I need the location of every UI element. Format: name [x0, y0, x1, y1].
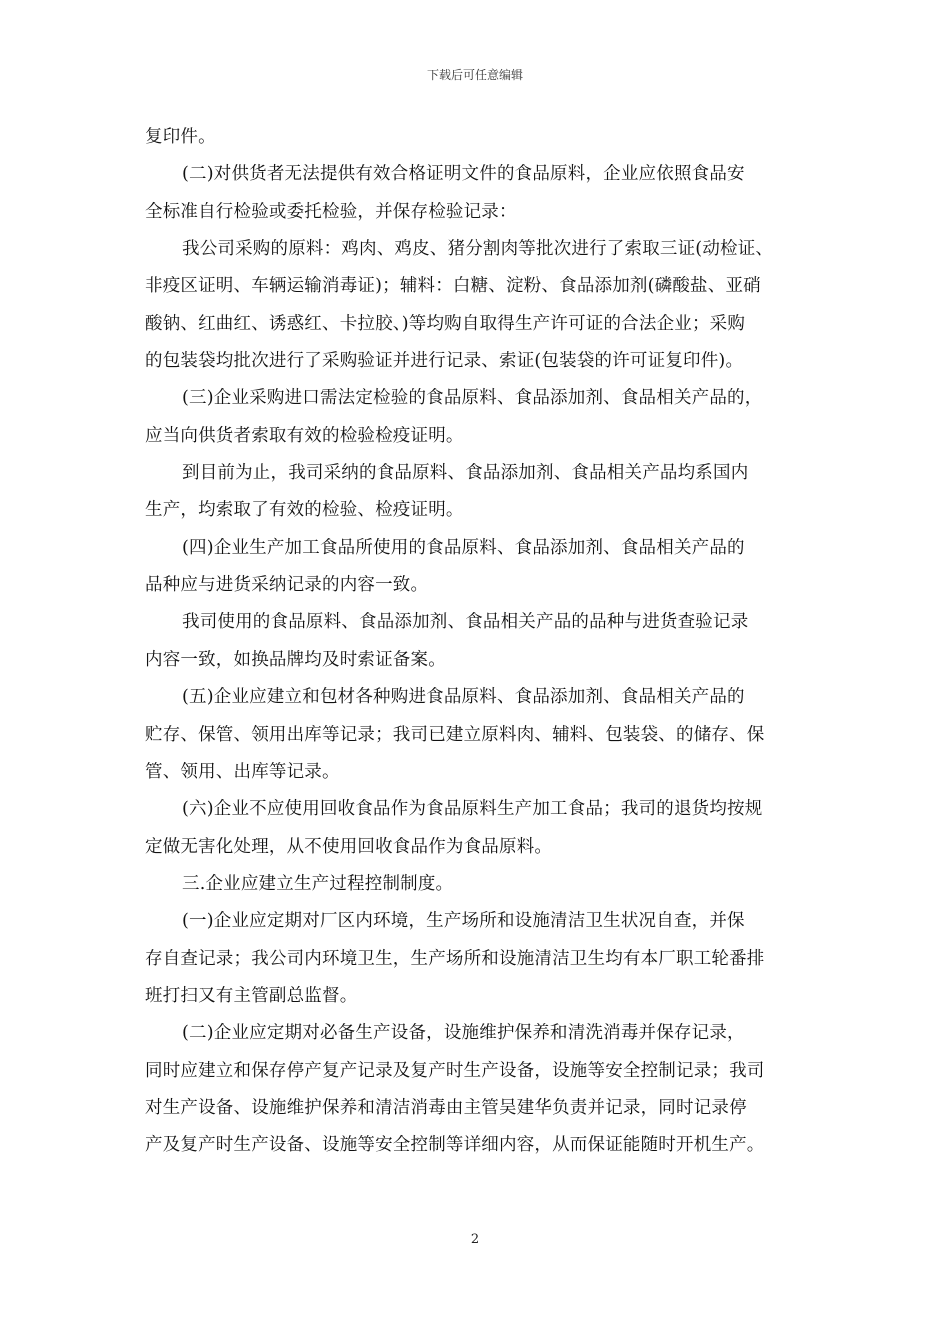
body-text-line: 定做无害化处理，从不使用回收食品作为食品原料。 [145, 836, 553, 857]
body-text-line: 应当向供货者索取有效的检验检疫证明。 [145, 425, 464, 446]
body-text-line: 管、领用、出库等记录。 [145, 761, 340, 782]
body-text-line: 到目前为止，我司采纳的食品原料、食品添加剂、食品相关产品均系国内 [182, 463, 749, 484]
body-text-line: 产及复产时生产设备、设施等安全控制等详细内容，从而保证能随时开机生产。 [145, 1135, 765, 1156]
body-text-line: (二)企业应定期对必备生产设备，设施维护保养和清洗消毒并保存记录， [182, 1023, 745, 1044]
body-text-line: 对生产设备、设施维护保养和清洁消毒由主管吴建华负责并记录，同时记录停 [145, 1097, 747, 1118]
body-text-line: 非疫区证明、车辆运输消毒证)；辅料：白糖、淀粉、食品添加剂(磷酸盐、亚硝 [145, 276, 761, 297]
document-body [145, 119, 809, 1165]
body-text-line: 班打扫又有主管副总监督。 [145, 985, 358, 1006]
body-text-line: (四)企业生产加工食品所使用的食品原料、食品添加剂、食品相关产品的 [182, 537, 745, 558]
body-text-line: 同时应建立和保存停产复产记录及复产时生产设备，设施等安全控制记录；我司 [145, 1060, 765, 1081]
body-text-line: (五)企业应建立和包材各种购进食品原料、食品添加剂、食品相关产品的 [182, 687, 745, 708]
body-text-line: 酸钠、红曲红、诱惑红、卡拉胶、)等均购自取得生产许可证的合法企业；采购 [145, 313, 746, 334]
body-text-line: 贮存、保管、领用出库等记录；我司已建立原料肉、辅料、包装袋、的储存、保 [145, 724, 765, 745]
body-text-line: 全标准自行检验或委托检验，并保存检验记录： [145, 201, 517, 222]
body-text-line: 品种应与进货采纳记录的内容一致。 [145, 575, 429, 596]
page-number: 2 [470, 1232, 480, 1247]
body-text-line: (一)企业应定期对厂区内环境，生产场所和设施清洁卫生状况自查，并保 [182, 911, 745, 932]
body-text-line: 三.企业应建立生产过程控制制度。 [182, 873, 454, 894]
body-text-line: (三)企业采购进口需法定检验的食品原料、食品添加剂、食品相关产品的， [182, 388, 763, 409]
body-text-line: 的包装袋均批次进行了采购验证并进行记录、索证(包装袋的许可证复印件)。 [145, 351, 744, 372]
body-text-line: (六)企业不应使用回收食品作为食品原料生产加工食品；我司的退货均按规 [182, 799, 763, 820]
body-text-line: 存自查记录；我公司内环境卫生，生产场所和设施清洁卫生均有本厂职工轮番排 [145, 948, 765, 969]
body-text-line: 生产，均索取了有效的检验、检疫证明。 [145, 500, 464, 521]
page-header: 下载后可任意编辑 [426, 68, 523, 82]
body-text-line: (二)对供货者无法提供有效合格证明文件的食品原料，企业应依照食品安 [182, 164, 745, 185]
body-text-line: 内容一致，如换品牌均及时索证备案。 [145, 649, 446, 670]
body-text-line: 我司使用的食品原料、食品添加剂、食品相关产品的品种与进货查验记录 [182, 612, 749, 633]
body-text-line: 复印件。 [145, 127, 216, 147]
body-text-line: 我公司采购的原料：鸡肉、鸡皮、猪分割肉等批次进行了索取三证(动检证、 [182, 239, 774, 260]
